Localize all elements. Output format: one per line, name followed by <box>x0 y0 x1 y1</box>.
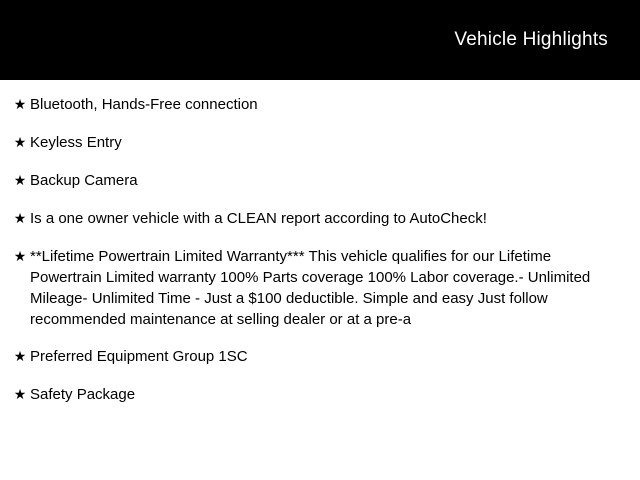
star-bullet-icon: ★ <box>13 97 27 113</box>
list-item-label: Bluetooth, Hands-Free connection <box>30 96 258 113</box>
star-bullet-icon: ★ <box>13 349 27 365</box>
list-item-label: Keyless Entry <box>30 134 122 151</box>
header-bar <box>0 0 640 80</box>
star-bullet-icon: ★ <box>13 211 27 227</box>
list-item-label: **Lifetime Powertrain Limited Warranty*** This vehicle qualifies for our Lifetime Powertrain Limited warranty 100% Parts coverage 100% Labor coverage.- Unlimited Mileage- Unlimited Time - Just a $100 deductible. Simple and easy Just follow recommended maintenance at selling dealer or at a pre-a <box>30 248 591 328</box>
star-bullet-icon: ★ <box>13 249 27 265</box>
list-item <box>10 346 626 368</box>
list-item <box>10 208 626 230</box>
list-item <box>10 170 626 192</box>
list-item-label: Preferred Equipment Group 1SC <box>30 348 248 365</box>
list-item-label: Backup Camera <box>30 172 138 189</box>
page-title: Vehicle Highlights <box>454 28 608 50</box>
list-item-label: Safety Package <box>30 386 136 403</box>
list-item <box>10 132 626 154</box>
list-item-label: Is a one owner vehicle with a CLEAN report according to AutoCheck! <box>30 210 487 227</box>
list-item <box>10 94 626 116</box>
highlights-list <box>0 80 640 480</box>
star-bullet-icon: ★ <box>13 135 27 151</box>
star-bullet-icon: ★ <box>13 387 27 403</box>
list-item <box>10 246 626 330</box>
star-bullet-icon: ★ <box>13 173 27 189</box>
list-item <box>10 384 626 406</box>
